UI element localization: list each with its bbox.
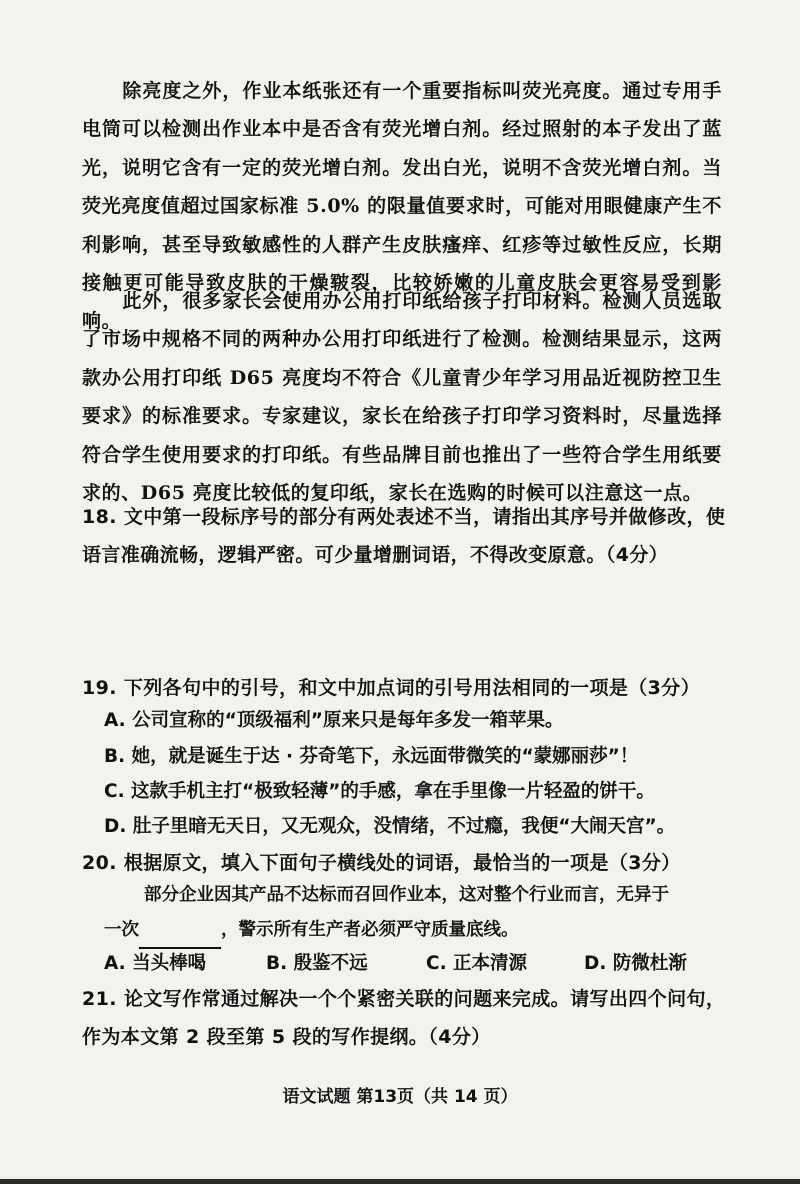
question-21: 21. 论文写作常通过解决一个个紧密关联的问题来完成。请写出四个问句，作为本文第 2 段至第 5 段的写作提纲。（4分） (82, 988, 726, 1049)
question-20-options (104, 945, 724, 983)
question-19-option-d: D. 肚子里暗无天日，又无观众，没情绪，不过瘾，我便“大闹天宫”。 (104, 816, 676, 837)
passage-paragraph-2: 此外，很多家长会使用办公用打印纸给孩子打印材料。检测人员选取了市场中规格不同的两种办公用打印纸进行了检测。检测结果显示，这两款办公用打印纸 D65 亮度均不符合《儿童青少年学习用品近视防控卫生要求》的标准要求。专家建议，家长在给孩子打印学习资料时，尽量选择符合学生使用要求的打印纸。有些品牌目前也推出了一些符合学生用纸要求的、D65 亮度比较低的复印纸，家长在选购的时候可以注意这一点。 (82, 290, 722, 505)
scan-edge (0, 1179, 800, 1184)
question-20-sentence-line-2: 一次 ，警示所有生产者必须严守质量底线。 (104, 911, 724, 949)
question-19-option-a: A. 公司宣称的“顶级福利”原来只是每年多发一箱苹果。 (104, 710, 564, 731)
question-20-option-a: A. 当头棒喝 (104, 953, 207, 974)
question-20-option-d: D. 防微杜渐 (584, 953, 687, 974)
page-footer: 语文试题 第13页（共 14 页） (282, 1087, 518, 1107)
passage-paragraph-1: 除亮度之外，作业本纸张还有一个重要指标叫荧光亮度。通过专用手电筒可以检测出作业本中是否含有荧光增白剂。经过照射的本子发出了蓝光，说明它含有一定的荧光增白剂。发出白光，说明不含荧光增白剂。当荧光亮度值超过国家标准 5.0% 的限量值要求时，可能对用眼健康产生不利影响，甚至导致敏感性的人群产生皮肤瘙痒、红疹等过敏性反应，长期接触更可能导致皮肤的干燥皲裂，比较娇嫩的儿童皮肤会更容易受到影响。 (82, 80, 722, 333)
question-18: 18. 文中第一段标序号的部分有两处表述不当，请指出其序号并做修改，使语言准确流畅，逻辑严密。可少量增删词语，不得改变原意。（4分） (82, 506, 726, 567)
question-19-option-b: B. 她，就是诞生于达 · 芬奇笔下，永远面带微笑的“蒙娜丽莎”！ (104, 746, 639, 767)
question-20-option-c: C. 正本清源 (426, 953, 528, 974)
question-19-option-c: C. 这款手机主打“极致轻薄”的手感，拿在手里像一片轻盈的饼干。 (104, 781, 655, 802)
question-20-stem: 20. 根据原文，填入下面句子横线处的词语，最恰当的一项是（3分） (82, 852, 681, 874)
question-19-stem: 19. 下列各句中的引号，和文中加点词的引号用法相同的一项是（3分） (82, 677, 701, 699)
question-20-option-b: B. 殷鉴不远 (266, 953, 368, 974)
question-20-sentence-line-1: 部分企业因其产品不达标而召回作业本，这对整个行业而言，无异于 (144, 885, 669, 905)
